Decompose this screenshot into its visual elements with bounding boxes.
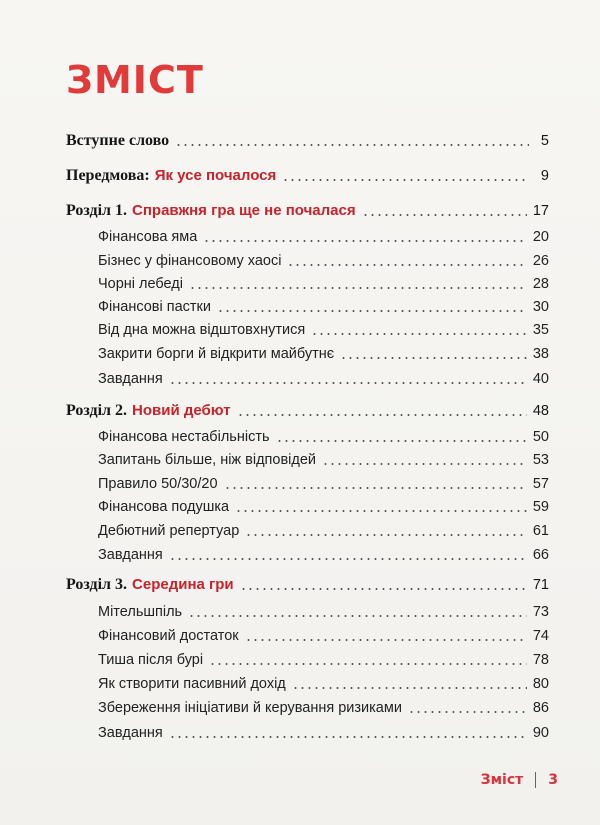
toc-dot-leader [169,382,527,384]
toc-section-entry [98,625,549,645]
toc-section-entry [98,226,549,246]
toc-page-number: 86 [532,700,549,716]
toc-entry-label: Тиша після бурі [98,652,204,668]
toc-dot-leader [245,534,527,536]
toc-section-entry [98,368,549,388]
toc-section-entry [98,273,549,293]
toc-page-number: 28 [532,276,549,292]
toc-entry-label: Мітельшпіль [98,604,183,620]
toc-dot-leader [209,663,527,665]
toc-page-number: 26 [532,253,549,269]
toc-entry-label: Вступне слово [66,132,170,149]
toc-section-entry [98,649,549,669]
toc-section-entry [98,449,549,469]
toc-entry-label: Розділ 2. [66,402,128,419]
toc-dot-leader [362,214,527,216]
toc-dot-leader [292,687,527,689]
toc-entry-label: Розділ 3. [66,576,128,593]
toc-dot-leader [311,333,527,335]
toc-dot-leader [245,639,527,641]
toc-page-number: 53 [532,452,549,468]
toc-page-number: 35 [532,322,549,338]
toc-dot-leader [237,414,527,416]
toc-dot-leader [235,510,527,512]
page-title: ЗМІСТ [66,58,204,102]
toc-page-number: 57 [532,476,549,492]
toc-section-entry [98,722,549,742]
toc-dot-leader [169,558,527,560]
toc-section-entry [98,426,549,446]
toc-chapter-entry [66,574,549,594]
toc-section-entry [98,250,549,270]
toc-entry-label: Закрити борги й відкрити майбутнє [98,346,335,362]
toc-page-number: 17 [532,203,549,219]
toc-chapter-title: Середина гри [132,576,234,593]
footer-page-number: 3 [548,772,558,788]
toc-chapter-title: Справжня гра ще не почалася [132,202,356,219]
toc-entry-label: Запитань більше, ніж відповідей [98,452,317,468]
toc-page-number: 50 [532,429,549,445]
toc-entry-label: Фінансова яма [98,229,198,245]
toc-entry-label: Передмова: [66,167,150,184]
toc-dot-leader [189,287,527,289]
toc-dot-leader [188,615,527,617]
toc-dot-leader [282,179,529,181]
toc-entry-label: Завдання [98,547,163,563]
toc-entry-label: Дебютний репертуар [98,523,240,539]
toc-entry-label: Фінансовий достаток [98,628,239,644]
toc-page-number: 73 [532,604,549,620]
toc-section-entry [98,343,549,363]
toc-entry-label: Як створити пасивний дохід [98,676,286,692]
toc-dot-leader [340,357,527,359]
toc-section-entry [98,601,549,621]
toc-section-entry [98,697,549,717]
toc-page-number: 80 [532,676,549,692]
toc-dot-leader [175,144,529,146]
toc-page-number: 59 [532,499,549,515]
toc-entry-label: Фінансові пастки [98,299,212,315]
toc-chapter-title: Новий дебют [132,402,231,419]
toc-dot-leader [408,711,527,713]
toc-chapter-entry [66,130,549,150]
toc-dot-leader [287,264,526,266]
page-footer [481,772,558,788]
toc-section-entry [98,520,549,540]
toc-chapter-title: Як усе почалося [154,167,277,184]
toc-section-entry [98,296,549,316]
toc-entry-label: Правило 50/30/20 [98,476,218,492]
toc-page-number: 74 [532,628,549,644]
toc-entry-label: Фінансова подушка [98,499,230,515]
toc-page-number: 9 [540,168,549,184]
toc-section-entry [98,319,549,339]
toc-section-entry [98,496,549,516]
footer-divider [535,772,536,788]
toc-dot-leader [169,736,527,738]
toc-page-number: 48 [532,403,549,419]
toc-page-number: 66 [532,547,549,563]
toc-entry-label: Від дна можна відштовхнутися [98,322,306,338]
toc-entry-label: Бізнес у фінансовому хаосі [98,253,282,269]
toc-dot-leader [322,463,527,465]
toc-entry-label: Чорні лебеді [98,276,183,292]
toc-page-number: 38 [532,346,549,362]
toc-chapter-entry [66,400,549,420]
footer-section-label: Зміст [480,772,524,788]
toc-page-number: 20 [532,229,549,245]
toc-section-entry [98,544,549,564]
toc-dot-leader [217,310,527,312]
toc-page-number: 71 [532,577,549,593]
toc-section-entry [98,473,549,493]
toc-entry-label: Збереження ініціативи й керування ризиками [98,700,402,716]
toc-page-number: 30 [532,299,549,315]
toc-page-number: 61 [532,523,549,539]
toc-entry-label: Завдання [98,725,163,741]
toc-page-number: 78 [532,652,549,668]
toc-page-number: 5 [540,133,549,149]
toc-entry-label: Розділ 1. [66,202,128,219]
toc-chapter-entry [66,165,549,185]
toc-dot-leader [203,240,527,242]
toc-page-number: 40 [532,371,549,387]
toc-section-entry [98,673,549,693]
toc-page-number: 90 [532,725,549,741]
toc-dot-leader [240,588,527,590]
toc-dot-leader [224,487,527,489]
toc-dot-leader [276,440,527,442]
toc-entry-label: Фінансова нестабільність [98,429,270,445]
toc-chapter-entry [66,200,549,220]
toc-entry-label: Завдання [98,371,163,387]
